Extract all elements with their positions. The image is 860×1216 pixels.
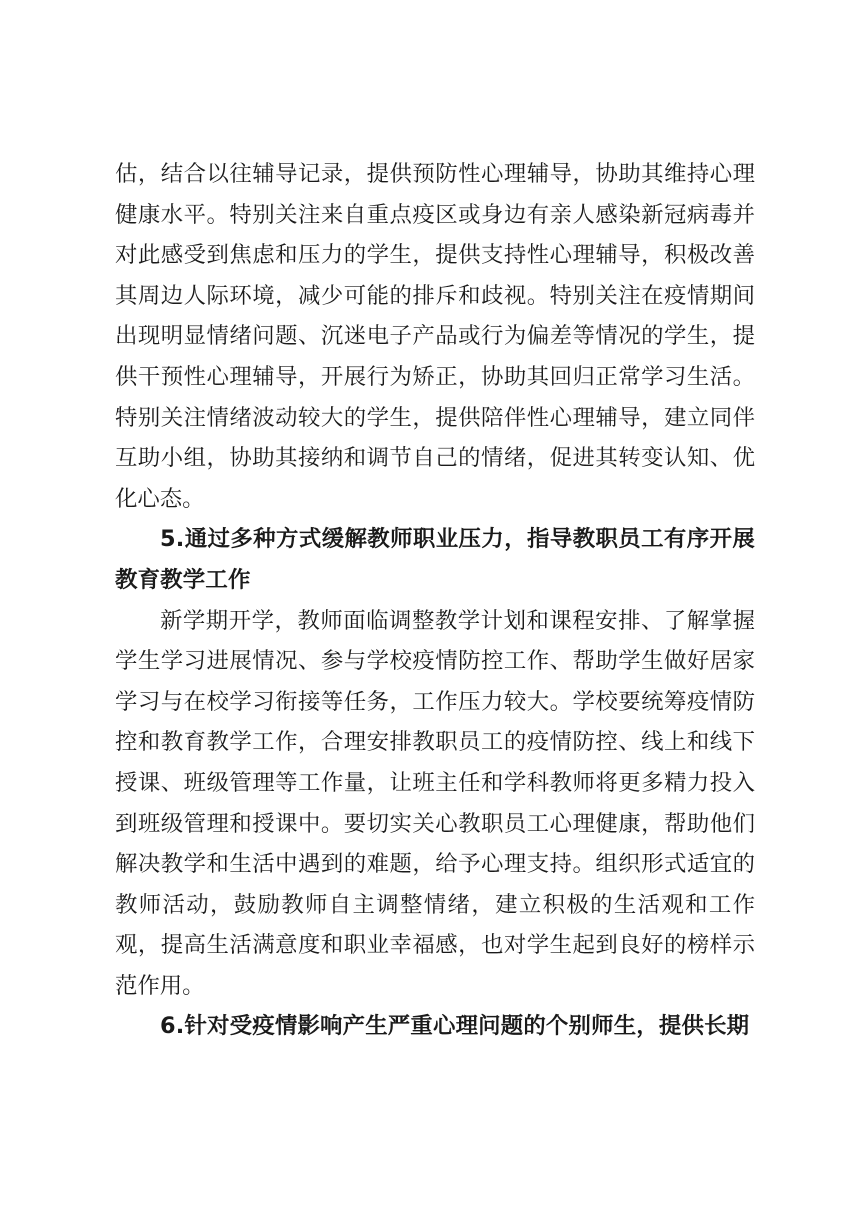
heading-teacher-pressure: 5.通过多种方式缓解教师职业压力，指导教职员工有序开展教育教学工作 xyxy=(115,526,755,593)
document-body xyxy=(115,154,755,1047)
paragraph-teacher-pressure: 新学期开学，教师面临调整教学计划和课程安排、了解掌握学生学习进展情况、参与学校疫情防控工作、帮助学生做好居家学习与在校学习衔接等任务，工作压力较大。学校要统筹疫情防控和教育教学工作，合理安排教职员工的疫情防控、线上和线下授课、班级管理等工作量，让班主任和学科教师将更多精力投入到班级管理和授课中。要切实关心教职员工心理健康，帮助他们解决教学和生活中遇到的难题，给予心理支持。组织形式适宜的教师活动，鼓励教师自主调整情绪，建立积极的生活观和工作观，提高生活满意度和职业幸福感，也对学生起到良好的榜样示范作用。 xyxy=(115,607,755,999)
heading-serious-psychological-issues: 6.针对受疫情影响产生严重心理问题的个别师生，提供长期 xyxy=(160,1013,750,1040)
paragraph-student-counseling: 估，结合以往辅导记录，提供预防性心理辅导，协助其维持心理健康水平。特别关注来自重点疫区或身边有亲人感染新冠病毒并对此感受到焦虑和压力的学生，提供支持性心理辅导，积极改善其周边人际环境，减少可能的排斥和歧视。特别关注在疫情期间出现明显情绪问题、沉迷电子产品或行为偏差等情况的学生，提供干预性心理辅导，开展行为矫正，协助其回归正常学习生活。特别关注情绪波动较大的学生，提供陪伴性心理辅导，建立同伴互助小组，协助其接纳和调节自己的情绪，促进其转变认知、优化心态。 xyxy=(115,161,755,512)
